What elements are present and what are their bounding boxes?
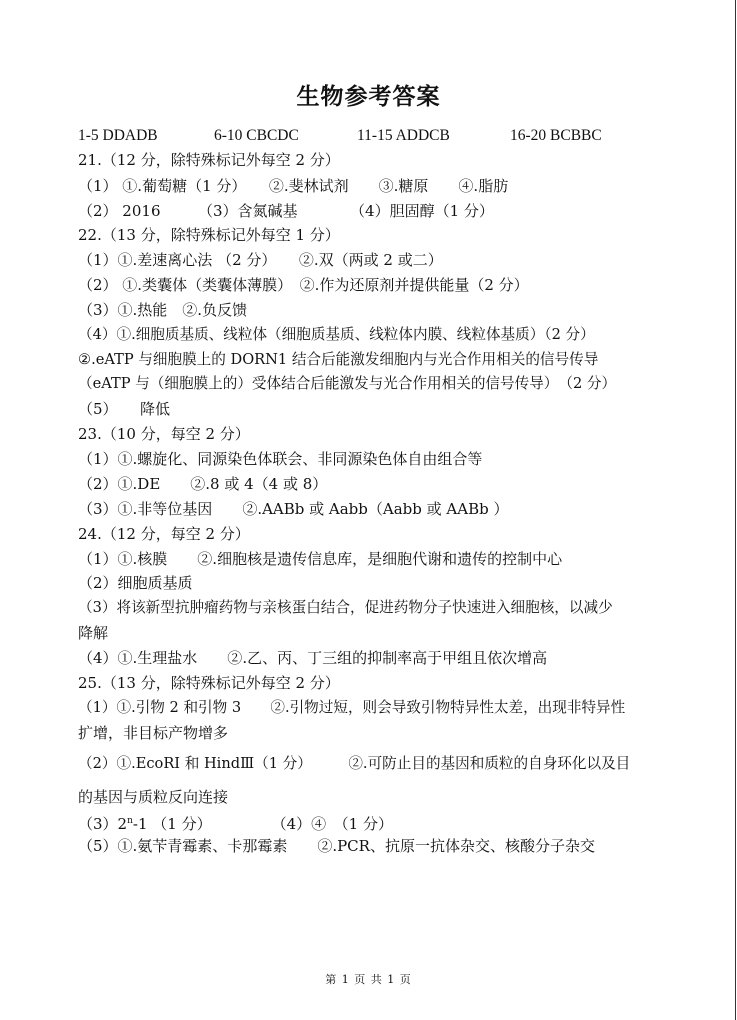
- answer-line: （4）①.生理盐水 ②.乙、丙、丁三组的抑制率高于甲组且依次增高: [78, 649, 548, 667]
- answer-line: （eATP 与（细胞膜上的）受体结合后能激发与光合作用相关的信号传导） （2 分）: [78, 375, 617, 392]
- answer-line: （3）①.非等位基因 ②.AABb 或 Aabb（Aabb 或 AABb ）: [78, 500, 509, 518]
- answer-line: （2）①.EcoRI 和 HindⅢ（1 分） ②.可防止目的基因和质粒的自身环化以及目: [78, 755, 631, 772]
- answer-line: （5） 降低: [78, 400, 171, 418]
- answer-line: （2） ①.类囊体（类囊体薄膜） ②.作为还原剂并提供能量（2 分）: [78, 276, 529, 294]
- answer-line-q3-q4: [78, 811, 678, 834]
- answer-line: （1）①.螺旋化、同源染色体联会、非同源染色体自由组合等: [78, 450, 483, 468]
- answer-line: （3）将该新型抗肿瘤药物与亲核蛋白结合，促进药物分子快速进入细胞核，以减少: [78, 599, 613, 616]
- section-heading-22: 22.（13 分，除特殊标记外每空 1 分）: [78, 226, 340, 244]
- section-heading-25: 25.（13 分，除特殊标记外每空 2 分）: [78, 674, 340, 692]
- page-footer: 第 1 页 共 1 页: [325, 973, 412, 986]
- answer-line: （1）①.差速离心法 （2 分） ②.双（两或 2 或二）: [78, 251, 443, 269]
- answer-line: （2） 2016 （3）含氮碱基 （4）胆固醇（1 分）: [78, 202, 494, 220]
- page-edge: [735, 0, 736, 1020]
- answer-text: （3）2: [78, 815, 128, 833]
- answer-line: （1）①.核膜 ②.细胞核是遗传信息库，是细胞代谢和遗传的控制中心: [78, 550, 563, 568]
- answer-line: ②.eATP 与细胞膜上的 DORN1 结合后能激发细胞内与光合作用相关的信号传导: [78, 351, 599, 368]
- section-heading-21: 21.（12 分，除特殊标记外每空 2 分）: [78, 151, 340, 169]
- page-title: 生物参考答案: [296, 83, 441, 110]
- section-heading-23: 23.（10 分，每空 2 分）: [78, 425, 250, 443]
- answer-line: 扩增，非目标产物增多: [78, 724, 229, 742]
- answer-text: -1 （1 分） （4）④ （1 分）: [132, 815, 393, 833]
- answer-line: 降解: [78, 624, 109, 642]
- answer-line: （2）①.DE ②.8 或 4（4 或 8）: [78, 475, 328, 493]
- choice-answer-group: 11-15 ADDCB: [357, 127, 450, 144]
- answer-line: （3）①.热能 ②.负反馈: [78, 301, 248, 319]
- choice-answer-group: 16-20 BCBBC: [510, 127, 602, 144]
- answer-line: （1）①.引物 2 和引物 3 ②.引物过短，则会导致引物特异性太差，出现非特异性: [78, 699, 626, 716]
- answer-line: 的基因与质粒反向连接: [78, 788, 229, 806]
- answer-line: （2）细胞质基质: [78, 574, 193, 592]
- choice-answer-group: 1-5 DDADB: [78, 127, 158, 144]
- section-heading-24: 24.（12 分，每空 2 分）: [78, 525, 250, 543]
- answer-line: （1） ①.葡萄糖（1 分） ②.斐林试剂 ③.糖原 ④.脂肪: [78, 177, 509, 195]
- choice-answer-group: 6-10 CBCDC: [214, 127, 299, 144]
- superscript-n: n: [127, 816, 133, 826]
- answer-line: （5）①.氨苄青霉素、卡那霉素 ②.PCR、抗原一抗体杂交、核酸分子杂交: [78, 837, 595, 855]
- answer-line: （4）①.细胞质基质、线粒体（细胞质基质、线粒体内膜、线粒体基质）（2 分）: [78, 326, 595, 343]
